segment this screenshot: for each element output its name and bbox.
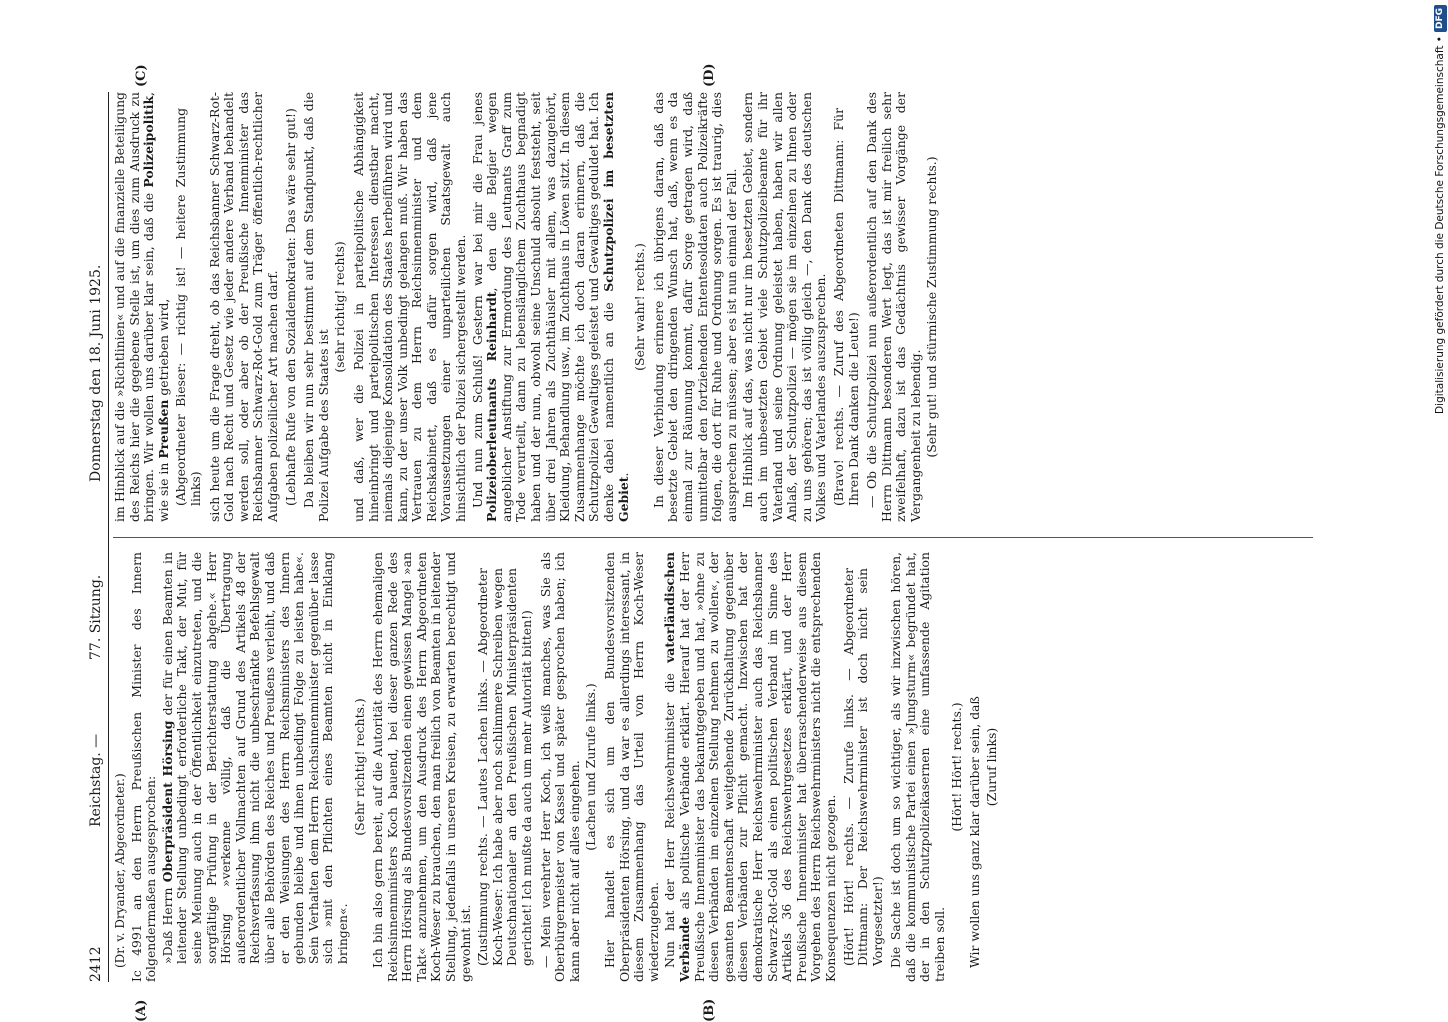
paragraph: Nun hat der Herr Reichswehrminister die vaterländischen Verbände als politische Verbände erklärt. Hierauf hat der Herr Preußische Innenminister das bekanntgegeben und hat, »ohne zu diesen Verbänden im einzelnen Stellung nehmen zu wollen«, der gesamten Beamtenschaft weitgehende Zurückhaltung gegenüber diesen Verbänden zur Pflicht gemacht. Inzwischen hat der demokratische Herr Reichswehrminister auch das Reichsbanner Schwarz-Rot-Gold als einen politischen Verband im Sinne des Artikels 36 des Reichswehrgesetzes erklärt, und der Herr Preußische Innenminister hat überraschenderweise aus diesem Vorgehen des Herrn Reichswehrministers nicht die entsprechenden Konsequenzen nicht gezogen. — [662, 552, 838, 982]
margin-mark-b: (B) — [702, 998, 717, 1022]
speaker-attribution: (Dr. v. Dryander, Abgeordneter.) — [113, 773, 127, 968]
paragraph: — Ob die Schutzpolizei nun außerordentlich auf den Dank des Herrn Dittmann besonderen Wert legt, das ist mir freilich sehr zweifelhaft, dazu ist das Gedächtnis gewisser Vorgänge der Vergangenheit zu lebendig. — [864, 92, 923, 522]
margin-mark-d: (D) — [702, 63, 717, 87]
interjection: (Abgeordneter Bieser: — richtig ist! — heitere Zustimmung links) — [173, 108, 203, 506]
page-number: 2412 — [88, 946, 104, 982]
paragraph: Die Sache ist doch um so wichtiger, als wir inzwischen hören, daß die kommunistische Partei einen »Jungsturm« begründet hat, der in den Schutzpolizeikasernen eine umfassende Agitation treiben soll. — [888, 552, 948, 982]
paragraph: Ich bin also gern bereit, auf die Autorität des Herrn ehemaligen Reichsinnenministers Koch bauend, bei dieser ganzen Rede des Herrn Hörsing als Bundesvorsitzenden einen gewissen Mangel »an Takt« anzunehmen, um den Ausdruck des Herrn Abgeordneten Koch-Weser zu brauchen, den man freilich von Beamten in leitender Stellung, jedenfalls in unseren Kreisen, zu erwarten berechtigt und gewohnt ist. — [370, 552, 473, 982]
paragraph: sich heute um die Frage dreht, ob das Reichsbanner Schwarz-Rot-Gold nach Recht und Gesetz wie jeder andere Verband behandelt werden soll, oder aber ob der Preußische Innenminister das Reichsbanner Schwarz-Rot-Gold zum Träger öffentlich-rechtlicher Aufgaben polizeilicher Art machen darf. — [206, 92, 280, 522]
paragraph: — Mein verehrter Herr Koch, ich weiß manches, was Sie als Oberbürgermeister von Kassel und später gesprochen haben; ich kann aber nicht auf alles eingehen. — [537, 552, 582, 982]
interjection: (Sehr gut! und stürmische Zustimmung rechts.) — [924, 156, 940, 458]
left-column — [113, 552, 1323, 982]
interjection: (sehr richtig! rechts) — [332, 241, 348, 373]
header-session: 77. Sitzung. — [88, 574, 104, 660]
bold-term: Schutzpolizei im besetzten Gebiet — [601, 92, 631, 522]
bold-name: Oberpräsident Hörsing — [159, 720, 175, 883]
interjection: (Zustimmung rechts. — Lautes Lachen links. — Abgeordneter Koch-Weser: Ich habe aber noch schlimmere Schreiben wegen Deutschnationaler an den Preußischen Ministerpräsidenten gerichtet! Ich mußte da auch um mehr Autorität bitten!) — [475, 568, 535, 966]
running-header — [87, 92, 105, 982]
paragraph: Und nun zum Schluß! Gestern war bei mir die Frau jenes Polizeioberleutnants Reinhardt, den die Belgier wegen angeblicher Anstiftung zur Ermordung des Leutnants Graff zum Tode verurteilt, dann zu lebenslänglichem Zuchthaus begnadigt haben und der nun, obwohl seine Unschuld absolut feststeht, seit über drei Jahren als Zuchthäusler mit allem, was dazugehört, Kleidung, Behandlung usw., im Zuchthaus in Löwen sitzt. In diesem Zusammenhange möchte ich doch daran erinnern, daß die Schutzpolizei Gewaltiges geleistet und Gewaltiges geduldet hat. Ich denke dabei namentlich an die Schutzpolizei im besetzten Gebiet. — [469, 91, 631, 522]
document-page — [87, 63, 1337, 1022]
paragraph: Ic 4991 an den Herrn Preußischen Minister des Innern folgendermaßen ausgesprochen: — [128, 552, 159, 982]
paragraph: im Hinblick auf die »Richtlinien« und auf die finanzielle Beteiligung des Reichs hier die gegebene Stelle ist, um dies zum Ausdruck zu bringen. Wir wollen uns darüber klar sein, daß die Polizeipolitik, wie sie in Preußen getrieben wird, — [112, 92, 171, 522]
bold-term: vaterländischen Verbände — [662, 552, 692, 982]
paragraph: Da bleiben wir nun sehr bestimmt auf dem Standpunkt, daß die Polizei Aufgabe des Staates ist — [301, 92, 331, 522]
interjection: (Sehr richtig! rechts.) — [351, 698, 367, 836]
margin-mark-a: (A) — [134, 999, 149, 1022]
bold-term: Polizeipolitik — [141, 95, 157, 188]
header-publication: Reichstag. — — [88, 733, 104, 827]
paragraph: Wir wollen uns ganz klar darüber sein, daß — [967, 696, 983, 968]
interjection: (Sehr wahr! rechts.) — [632, 243, 648, 371]
bold-name: Polizeioberleutnants Reinhardt — [484, 291, 500, 522]
interjection: (Lebhafte Rufe von den Sozialdemokraten: Das wäre sehr gut!) — [282, 108, 298, 506]
interjection: (Zuruf links) — [983, 727, 999, 807]
header-date: Donnerstag den 18. Juni 1925. — [88, 264, 104, 482]
bold-term: Preußen — [155, 399, 171, 459]
paragraph: Im Hinblick auf das, was nicht nur im besetzten Gebiet, sondern auch im unbesetzten Gebiet viele Schutzpolizeibeamte für ihr Vaterland und seine Ordnung geleistet haben, haben wir allen Anlaß, der Schutzpolizei — mögen sie im einzelnen zu Ihnen oder zu uns gehören; das ist völlig gleich —, den Dank des deutschen Volkes und Vaterlandes auszusprechen. — [740, 92, 829, 522]
interjection: (Hört! Hört! rechts. — Zurufe links. — Abgeordneter Dittmann: Der Reichswehrminister ist doch nicht sein Vorgesetzter!) — [840, 568, 885, 966]
margin-mark-c: (C) — [134, 64, 149, 87]
column-divider — [113, 537, 1313, 538]
interjection: (Hört! Hört! rechts.) — [948, 702, 964, 832]
digitization-credit — [1432, 5, 1448, 995]
quotation: »Daß Herrn Oberpräsident Hörsing der für einen Beamten in leitender Stellung unbedingt erforderliche Takt, der Mut, für seine Meinung auch in der Öffentlichkeit einzutreten, und die sorgfältige Prüfung in der Berichterstattung abgehe.« Herr Hörsing »verkenne völlig, daß die Übertragung außerordentlicher Vollmachten auf Grund des Artikels 48 der Reichsverfassung ihm nicht die unbeschränkte Befehlsgewalt über alle Behörden des Reiches und Preußens verleiht, und daß er den Weisungen des Herrn Reichsministers des Innern gebunden bleibe und ihnen unbedingt Folge zu leisten habe«. Sein Verhalten dem Herrn Reichsinnenminister gegenüber lasse sich »mit den Pflichten eines Beamten nicht in Einklang bringen«. — [159, 552, 350, 964]
interjection: (Bravo! rechts. — Zuruf des Abgeordneten Dittmann: Für Ihren Dank danken die Leute!) — [830, 108, 861, 506]
credit-text: Digitalisierung gefördert durch die Deutsche Forschungsgemeinschaft • — [1434, 36, 1446, 414]
paragraph: Hier handelt es sich um den Bundesvorsitzenden Oberpräsidenten Hörsing, und da war es allerdings interessant, in diesem Zusammenhang das Urteil von Herrn Koch-Weser wiederzugeben. — [602, 552, 661, 982]
interjection: (Lachen und Zurufe links.) — [583, 683, 599, 851]
paragraph: und daß, wer die Polizei in parteipolitische Abhängigkeit hineinbringt und parteipolitischen Interessen dienstbar macht, niemals diejenige Konsolidation des Staates herbeiführen wird und kann, zu der unser Volk unbedingt gelangen muß. Wir haben das Vertrauen zu dem Herrn Reichsinnenminister und dem Reichskabinett, daß es dafür sorgen wird, daß jene Voraussetzungen einer unparteilichen Staatsgewalt auch hinsichtlich der Polizei sichergestellt werden. — [350, 92, 469, 522]
paragraph: In dieser Verbindung erinnere ich übrigens daran, daß das besetzte Gebiet den dringenden Wunsch hat, daß, wenn es da einmal zur Räumung kommt, dafür Sorge getragen wird, daß unmittelbar den fortziehenden Ententesoldaten auch Polizeikräfte folgen, die dort für Ruhe und Ordnung sorgen. Es ist traurig, dies aussprechen zu müssen; aber es ist nun einmal der Fall. — [650, 92, 739, 522]
header-rule — [108, 92, 109, 982]
right-column — [113, 92, 1323, 522]
dfg-logo: DFG — [1434, 5, 1447, 32]
